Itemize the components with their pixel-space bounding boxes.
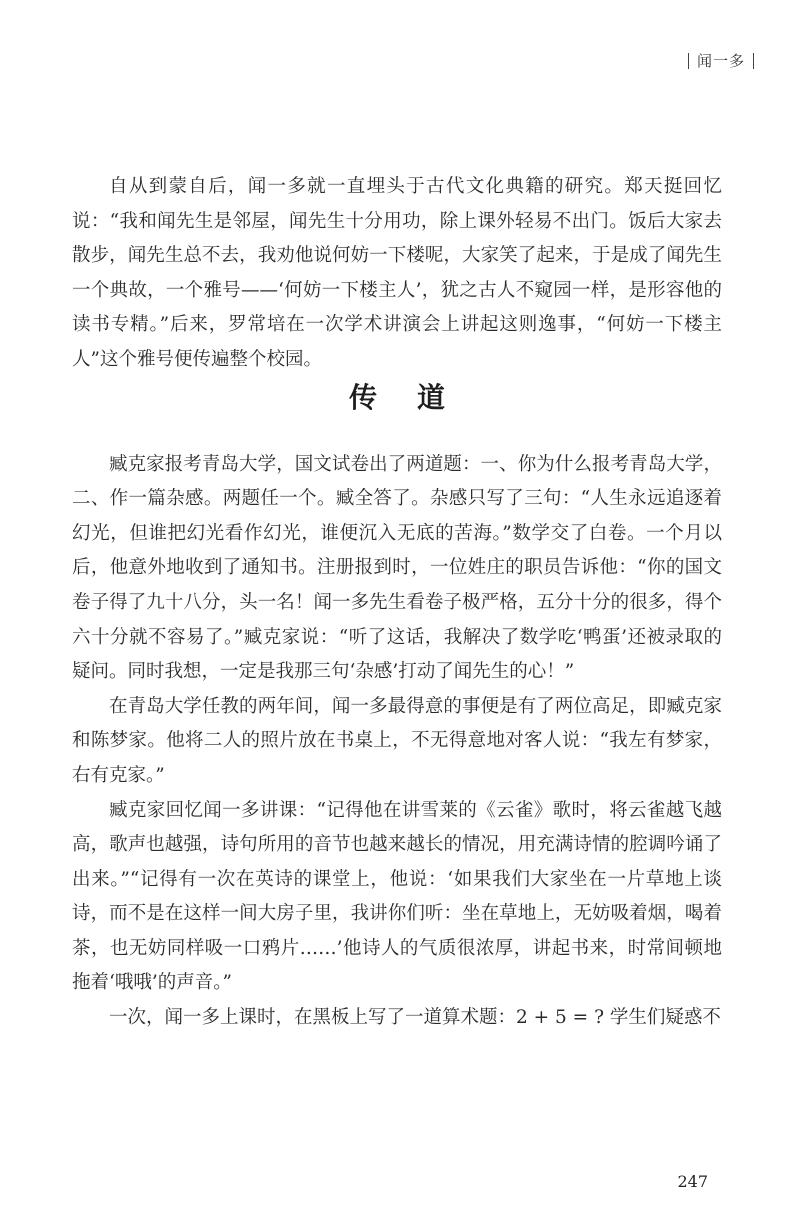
header-right-rule xyxy=(753,53,754,69)
paragraph-lecture-memory: 臧克家回忆闻一多讲课：“记得他在讲雪莱的《云雀》歌时，将云雀越飞越高，歌声也越强，诗句所用的音节也越来越长的情况，用充满诗情的腔调吟诵了出来。”“记得有一次在英诗的课堂上，他说：‘如果我们大家坐在一片草地上谈诗，而不是在这样一间大房子里，我讲你们听：坐在草地上，无妨吸着烟，喝着茶，也无妨同样吸一口鸦片……’他诗人的气质很浓厚，讲起书来，时常间顿地拖着‘哦哦’的声音。” xyxy=(72,799,722,994)
section-title: 传道 xyxy=(348,380,485,414)
paragraph-two-students: 在青岛大学任教的两年间，闻一多最得意的事便是有了两位高足，即臧克家和陈梦家。他将二人的照片放在书桌上，不无得意地对客人说：“我左有梦家，右有克家。” xyxy=(72,695,722,786)
paragraph-zang-kejia-exam: 臧克家报考青岛大学，国文试卷出了两道题：一、你为什么报考青岛大学，二、作一篇杂感。两题任一个。臧全答了。杂感只写了三句：“人生永远追逐着幻光，但谁把幻光看作幻光，谁便沉入无底的苦海。”数学交了白卷。一个月以后，他意外地收到了通知书。注册报到时，一位姓庄的职员告诉他：“你的国文卷子得了九十八分，头一名！闻一多先生看卷子极严格，五分十分的很多，得个六十分就不容易了。”臧克家说：“听了这话，我解决了数学吃‘鸭蛋’还被录取的疑问。同时我想，一定是我那三句‘杂感’打动了闻先生的心！” xyxy=(72,453,722,683)
paragraph-he-fang-yi-xia-lou: 自从到蒙自后，闻一多就一直埋头于古代文化典籍的研究。郑天挺回忆说：“我和闻先生是邻屋，闻先生十分用功，除上课外轻易不出门。饭后大家去散步，闻先生总不去，我劝他说何妨一下楼呢，大家笑了起来，于是成了闻先生一个典故，一个雅号——‘何妨一下楼主人’，犹之古人不窥园一样，是形容他的读书专精。”后来，罗常培在一次学术讲演会上讲起这则逸事，“何妨一下楼主人”这个雅号便传遍整个校园。 xyxy=(72,176,722,370)
page-number: 247 xyxy=(677,1172,708,1191)
header-left-rule xyxy=(688,53,689,69)
running-title: 闻一多 xyxy=(696,52,745,70)
paragraph-arithmetic: 一次，闻一多上课时，在黑板上写了一道算术题：2 + 5 = ? 学生们疑惑不 xyxy=(109,1007,721,1029)
page-body xyxy=(72,170,722,1036)
running-header xyxy=(688,50,754,71)
